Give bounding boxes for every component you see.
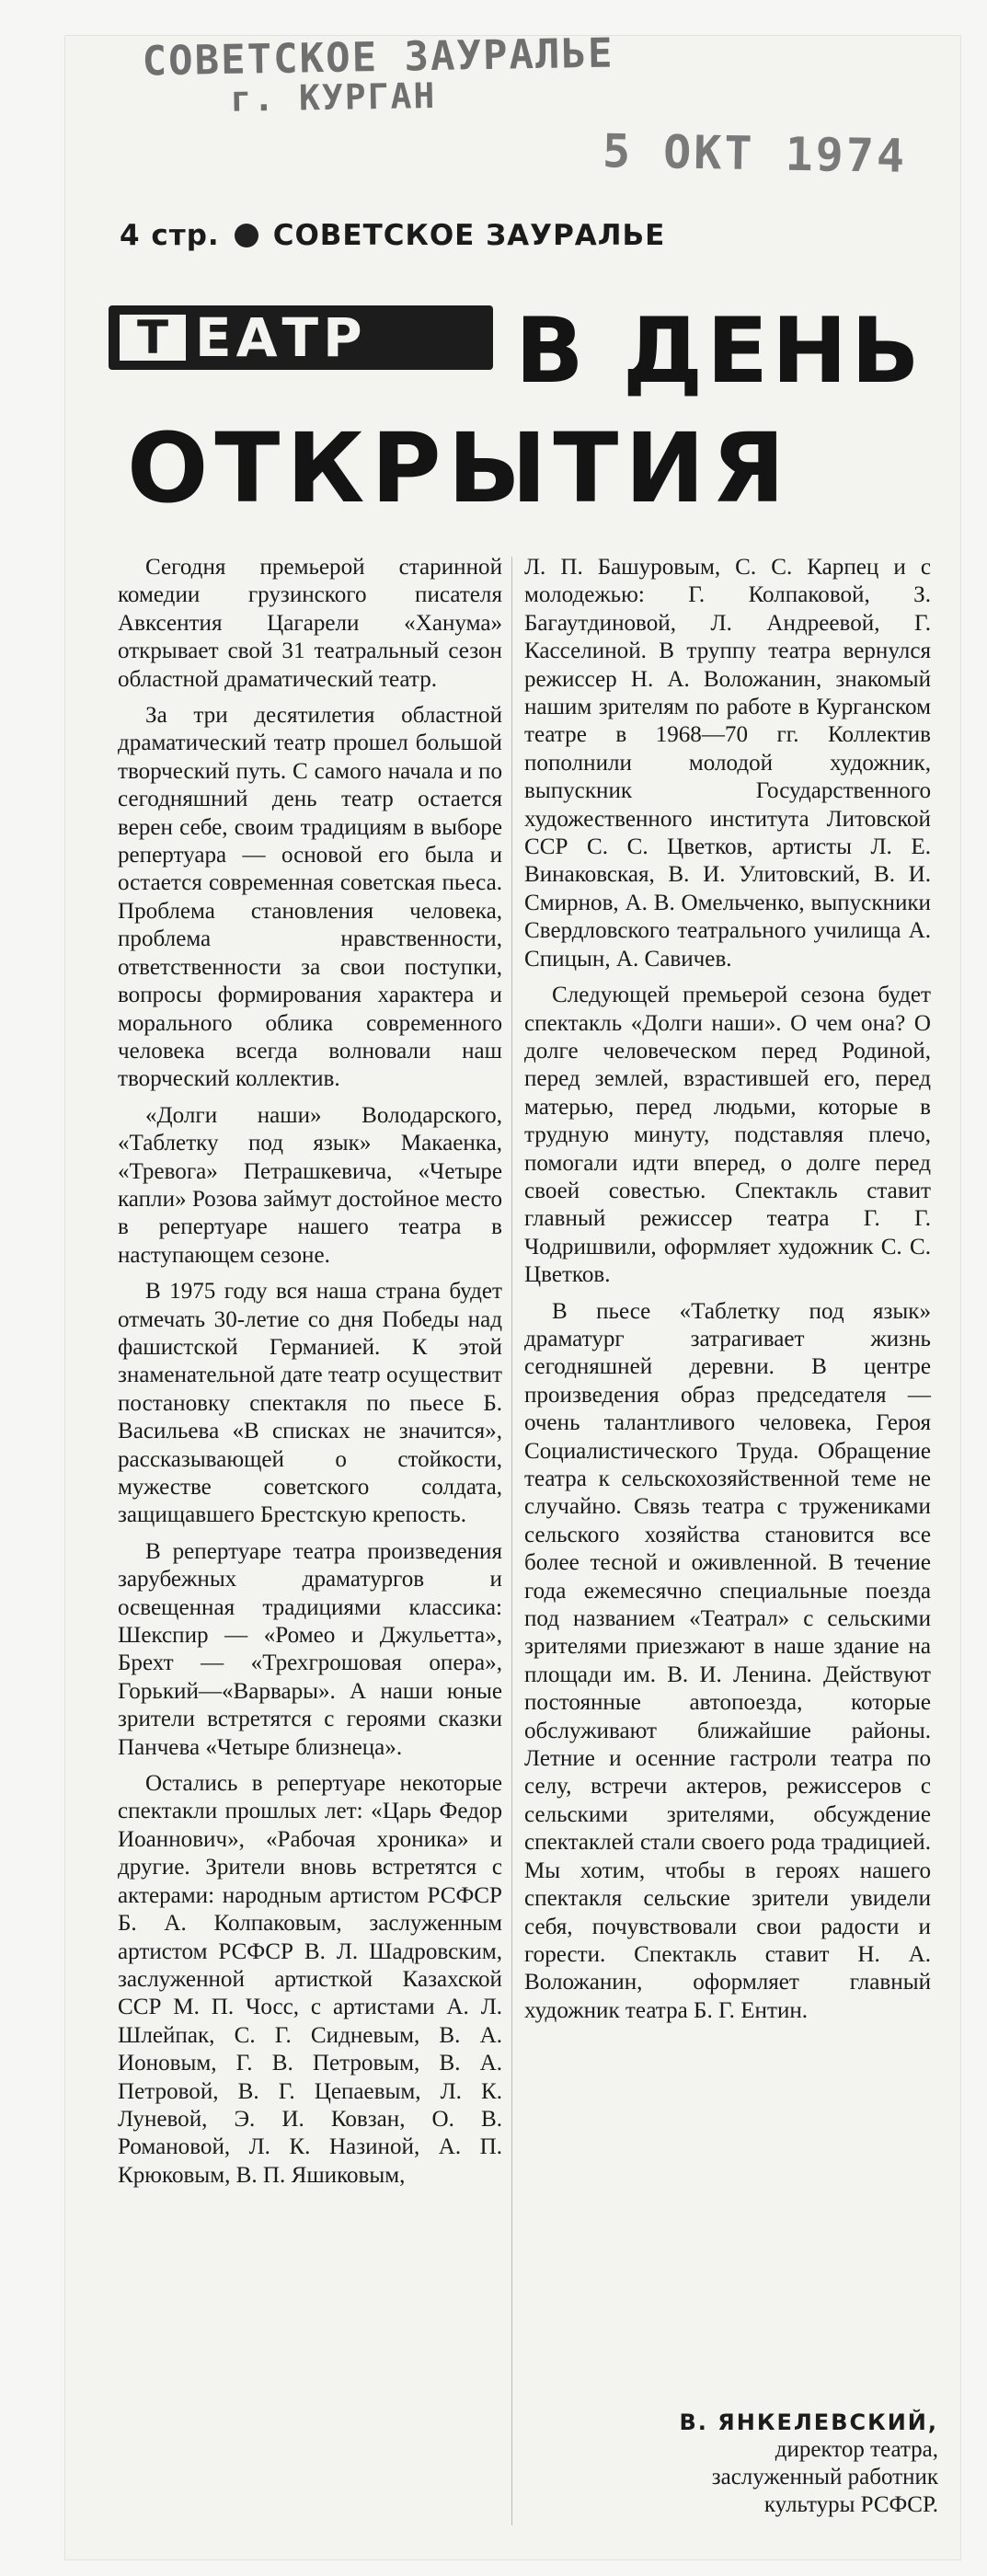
- paragraph: За три десятилетия областной драматический театр прошел большой творческий путь. С самого начала и по сегодняшний день театр остается верен себе, своим традициям в выборе репертуара — основой его была и остается современная советская пьеса. Проблема становления человека, проблема нравственности, ответственности за свои поступки, вопросы формирования характера и морального облика современного человека всегда волновали наш творческий коллектив.: [118, 703, 502, 1092]
- paragraph: «Долги наши» Володарского, «Таблетку под язык» Макаенка, «Тревога» Петрашкевича, «Четыре капли» Розова займут достойное место в репертуаре нашего театра в наступающем сезоне.: [118, 1102, 502, 1268]
- paragraph: В репертуаре театра произведения зарубежных драматургов и освещенная традициями классика: Шекспир — «Ромео и Джульетта», Брехт — «Трехгрошовая опера», Горький—«Варвары». А наши юные зрители встретятся с героями сказки Панчева «Четыре близнеца».: [118, 1538, 502, 1760]
- paragraph: В 1975 году вся наша страна будет отмечать 30-летие со дня Победы над фашистской Германией. К этой знаменательной дате театр осуществит постановку спектакля по пьесе Б. Васильева «В списках не значится», рассказывающей о стойкости, мужестве советского солдата, защищавшего Брестскую крепость.: [118, 1279, 502, 1528]
- library-stamp: [142, 29, 614, 121]
- rubric-initial: Т: [116, 311, 189, 364]
- author-signature: [552, 2409, 938, 2519]
- section-rubric: [109, 305, 493, 370]
- stamp-paper-name: СОВЕТСКОЕ ЗАУРАЛЬЕ: [142, 29, 614, 86]
- author-name: В. ЯНКЕЛЕВСКИЙ,: [679, 2409, 938, 2435]
- paragraph: Следующей премьерой сезона будет спектакль «Долги наши». О чем она? О долге человеческом перед Родиной, перед землей, взрастившей его, перед матерью, перед людьми, которые в трудную минуту, подставляя плечо, помогали идти вперед, о долге перед своей совестью. Спектакль ставит главный режиссер театра Г. Г. Чодришвили, оформляет художник С. С. Цветков.: [524, 983, 931, 1288]
- author-title: директор театра,: [775, 2437, 938, 2462]
- author-title: заслуженный работник: [711, 2465, 938, 2490]
- page-number: 4 стр.: [120, 219, 220, 252]
- article-column-right: [524, 554, 931, 2033]
- author-title: культуры РСФСР.: [763, 2492, 938, 2517]
- page-header: [120, 219, 665, 252]
- headline-line-1: В ДЕНЬ: [515, 299, 924, 404]
- article-column-left: [118, 554, 502, 2198]
- paragraph: Л. П. Башуровым, С. С. Карпец и с молодежью: Г. Колпаковой, З. Багаутдиновой, Л. Андреевой, Г. Касселиной. В труппу театра вернулся режиссер Н. А. Воложанин, знакомый нашим зрителям по работе в Курганском театре в 1968—70 гг. Коллектив пополнили молодой художник, выпускник Государственного художественного института Литовской ССР С. С. Цветков, артисты Л. Е. Винаковская, В. И. Улитовский, В. И. Смирнов, А. В. Омельченко, выпускники Свердловского театрального училища А. Спицын, А. Савичев.: [524, 555, 931, 972]
- stamp-date: 5 ОКТ 1974: [602, 124, 908, 183]
- paragraph: В пьесе «Таблетку под язык» драматург затрагивает жизнь сегодняшней деревни. В центре произведения образ председателя — очень талантливого человека, Героя Социалистического Труда. Обращение театра к сельскохозяйственной теме не случайно. Связь театра с тружениками сельского хозяйства становится все более тесной и оживленной. В течение года ежемесячно специальные поезда под названием «Театрал» с сельскими зрителями приезжают в наше здание на площади им. В. И. Ленина. Действуют постоянные автопоезда, которые обслуживают ближайшие районы. Летние и осенние гастроли театра по селу, встречи актеров, режиссеров с сельскими зрителями, обсуждение спектаклей стали своего рода традицией. Мы хотим, чтобы в героях нашего спектакля сельские зрители увидели себя, почувствовали свои радости и горести. Спектакль ставит Н. А. Воложанин, оформляет главный художник театра Б. Г. Ентин.: [524, 1298, 931, 2023]
- paragraph: Остались в репертуаре некоторые спектакли прошлых лет: «Царь Федор Иоаннович», «Рабочая хроника» и другие. Зрители вновь встретятся с актерами: народным артистом РСФСР Б. А. Колпаковым, заслуженным артистом РСФСР В. Л. Шадровским, заслуженной артисткой Казахской ССР М. П. Чосс, с артистами А. Л. Шлейпак, С. Г. Сидневым, В. А. Ионовым, Г. В. Петровым, В. А. Петровой, В. Г. Цепаевым, Л. К. Луневой, Э. И. Ковзан, О. В. Романовой, Л. К. Назиной, А. П. Крюковым, В. П. Яшиковым,: [118, 1771, 502, 2188]
- column-divider: [511, 557, 512, 2525]
- header-paper-name: СОВЕТСКОЕ ЗАУРАЛЬЕ: [272, 219, 666, 252]
- bullet-icon: [235, 224, 258, 247]
- paragraph: Сегодня премьерой старинной комедии грузинского писателя Авксентия Цагарели «Ханума» открывает свой 31 театральный сезон областной драматический театр.: [118, 555, 502, 692]
- stamp-city: г. КУРГАН: [230, 75, 437, 120]
- rubric-word: ЕАТР: [195, 306, 367, 369]
- headline-line-2: ОТКРЫТИЯ: [127, 412, 792, 524]
